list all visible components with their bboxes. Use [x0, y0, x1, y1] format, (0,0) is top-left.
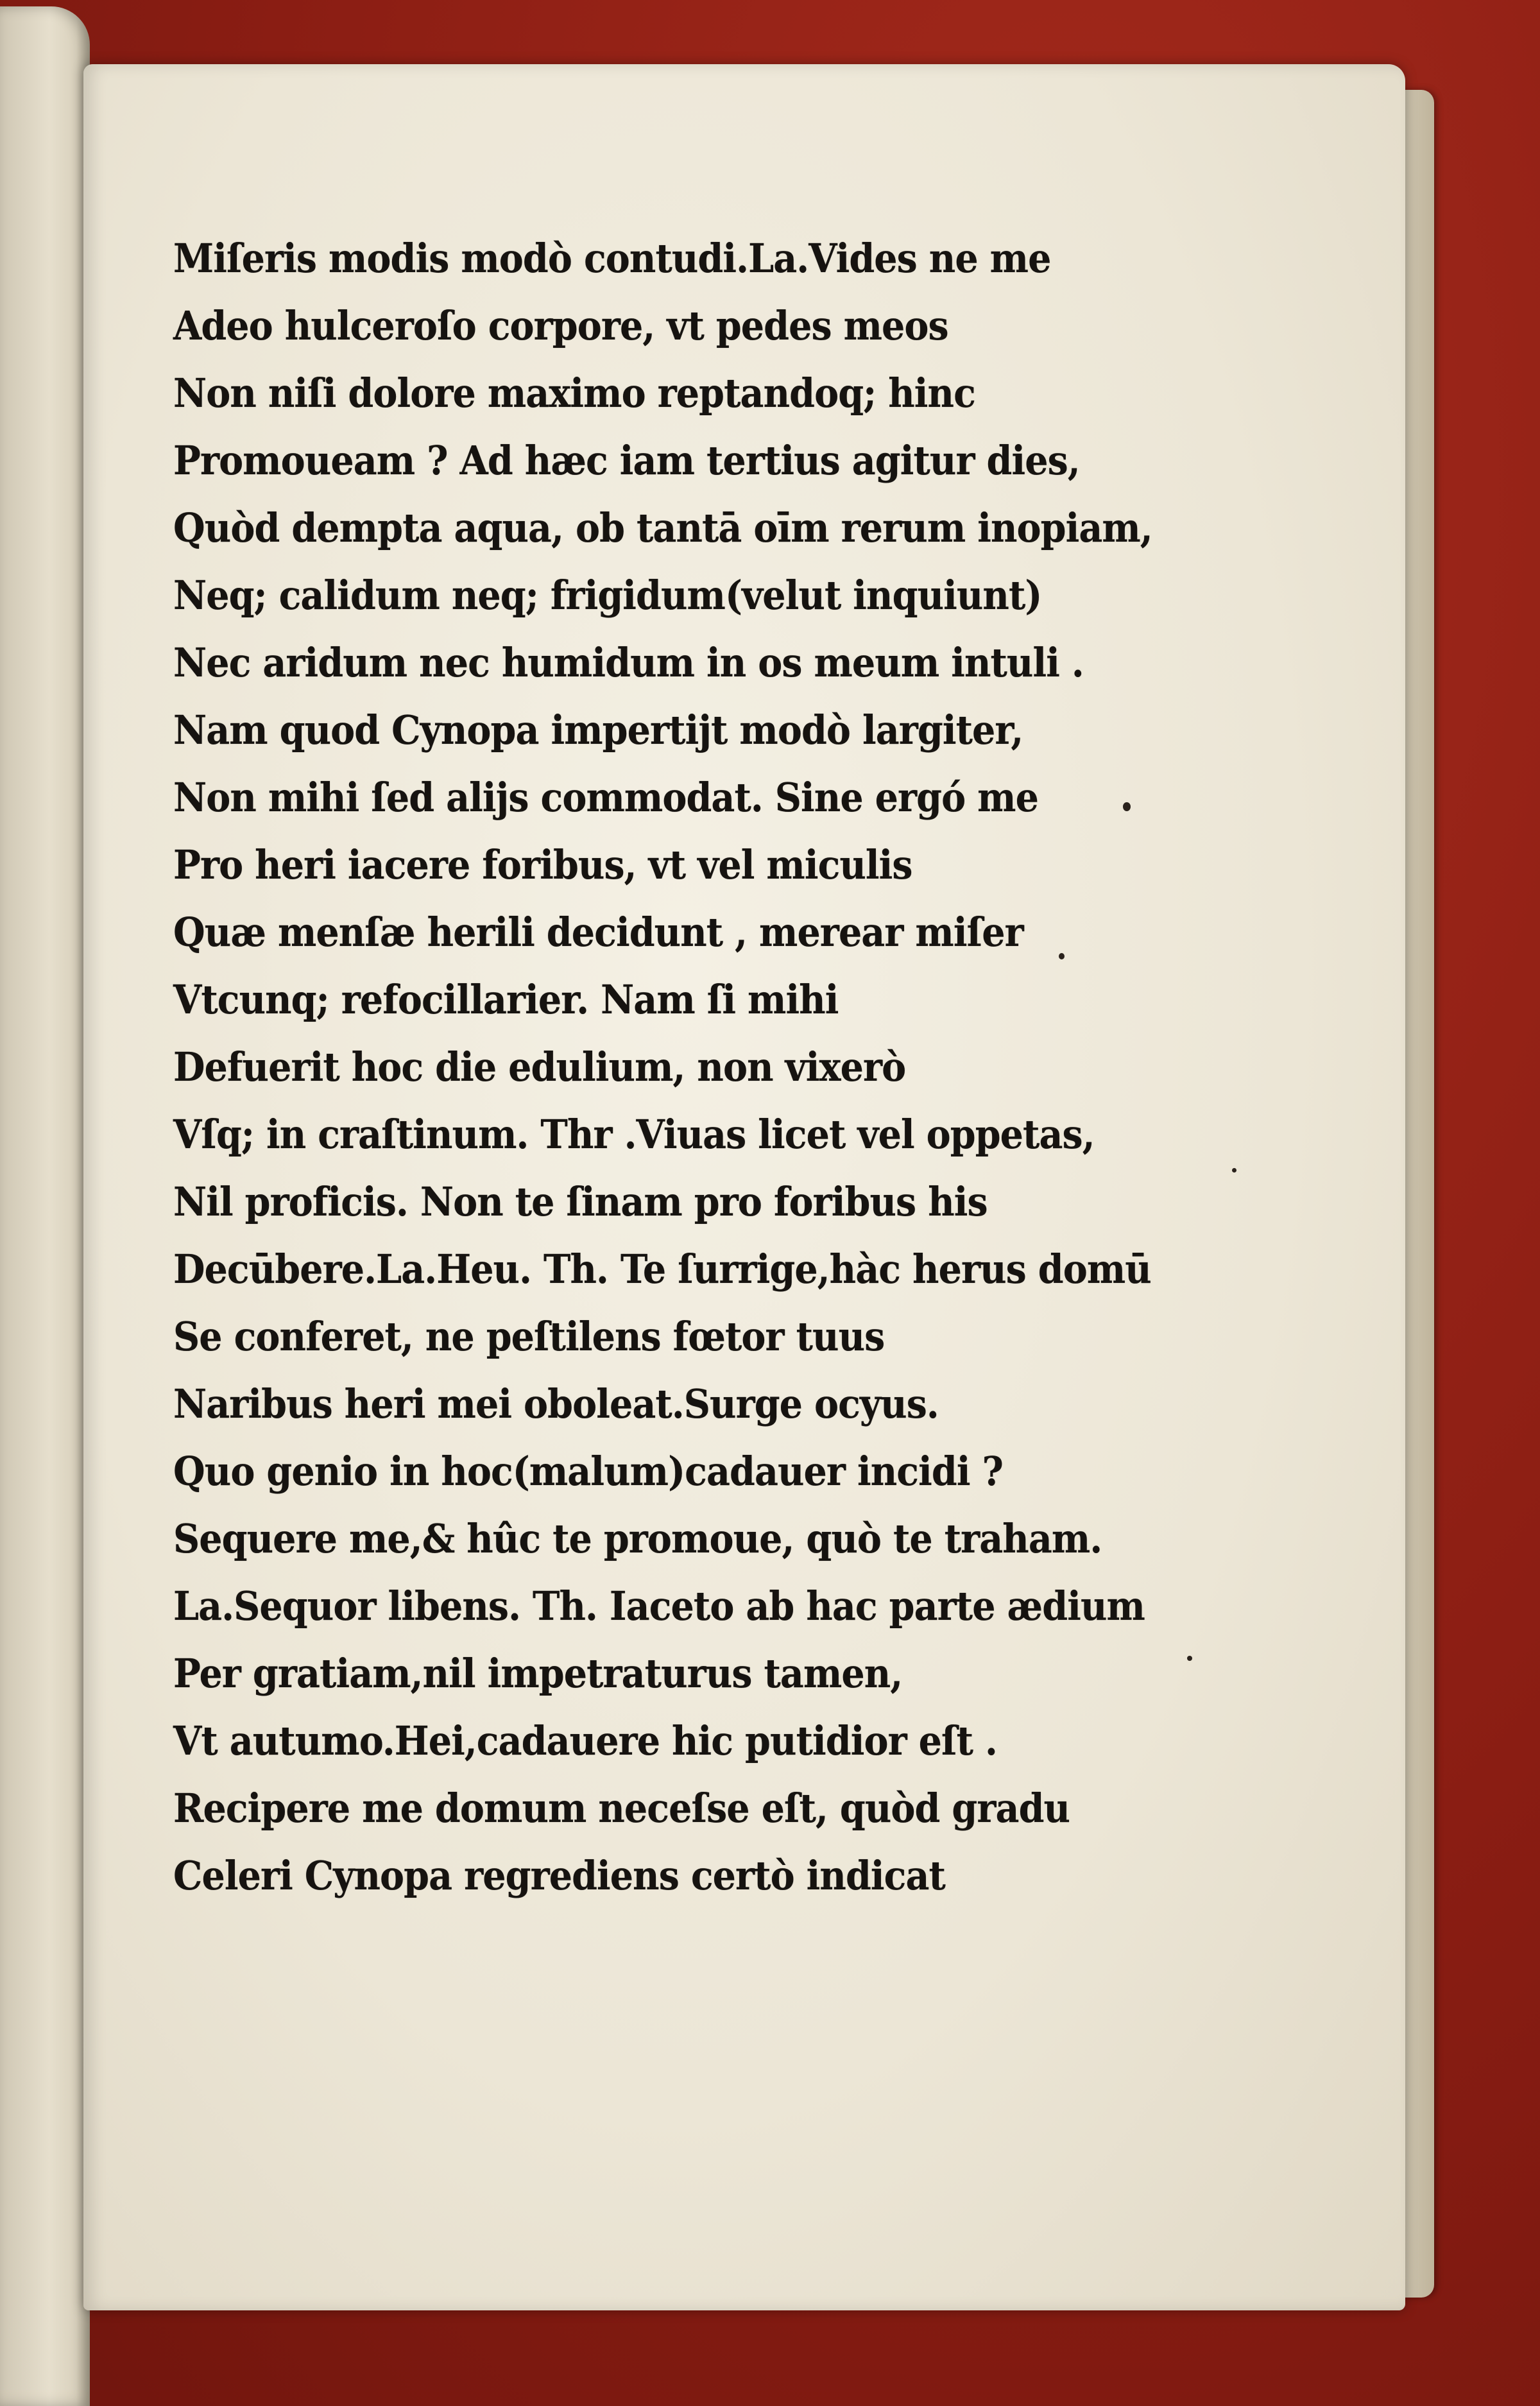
facing-page-edge: [0, 6, 90, 2406]
verse-line: Sequere me,& hûc te promoue, quò te traham.: [173, 1515, 1102, 1562]
verse-line: Celeri Cynopa regrediens certò indicat: [173, 1852, 945, 1899]
verse-line: Non mihi ſed alijs commodat. Sine ergó me: [173, 774, 1038, 821]
verse-line: Adeo hulceroſo corpore, vt pedes meos: [173, 302, 948, 349]
verse-line: Miſeris modis modò contudi.La.Vides ne me: [173, 235, 1051, 282]
verse-line: Nam quod Cynopa impertijt modò largiter,: [173, 707, 1023, 753]
verse-line: Nil proficis. Non te ſinam pro foribus his: [173, 1178, 988, 1225]
verse-line: Vtcunq; refocillarier. Nam ſi mihi: [173, 976, 839, 1023]
verse-line: Vt autumo.Hei,cadauere hic putidior eſt .: [173, 1717, 997, 1764]
verse-line: Quæ menſæ herili decidunt , merear miſer: [173, 909, 1023, 956]
ink-speck: [1059, 953, 1065, 959]
ink-speck: [1123, 802, 1131, 811]
verse-line: Naribus heri mei oboleat.Surge ocyus.: [173, 1380, 939, 1427]
verse-text-block: [173, 225, 1264, 1909]
verse-line: Se conferet, ne peſtilens fœtor tuus: [173, 1313, 885, 1360]
ink-speck: [1232, 1168, 1236, 1173]
book-page: [83, 64, 1405, 2310]
verse-line: Recipere me domum neceſse eſt, quòd gradu: [173, 1785, 1070, 1832]
verse-line: Decūbere.La.Heu. Th. Te ſurrige,hàc herus domū: [173, 1246, 1151, 1293]
verse-line: Nec aridum nec humidum in os meum intuli .: [173, 639, 1084, 686]
verse-line: Quo genio in hoc(malum)cadauer incidi ?: [173, 1448, 1004, 1495]
verse-line: Per gratiam,nil impetraturus tamen,: [173, 1650, 903, 1697]
ink-speck: [1187, 1656, 1192, 1661]
verse-line: Neq; calidum neq; frigidum(velut inquiunt): [173, 572, 1042, 619]
verse-line: Non niſi dolore maximo reptandoq; hinc: [173, 370, 975, 417]
verse-line: La.Sequor libens. Th. Iaceto ab hac parte ædium: [173, 1583, 1145, 1629]
verse-line: Pro heri iacere foribus, vt vel miculis: [173, 841, 912, 888]
verse-line: Promoueam ? Ad hæc iam tertius agitur dies,: [173, 437, 1080, 484]
verse-line: Quòd dempta aqua, ob tantā oīm rerum inopiam,: [173, 504, 1152, 551]
verse-line: Defuerit hoc die edulium, non vixerò: [173, 1044, 906, 1090]
verse-line: Vſq; in craſtinum. Thr .Viuas licet vel oppetas,: [173, 1111, 1095, 1158]
